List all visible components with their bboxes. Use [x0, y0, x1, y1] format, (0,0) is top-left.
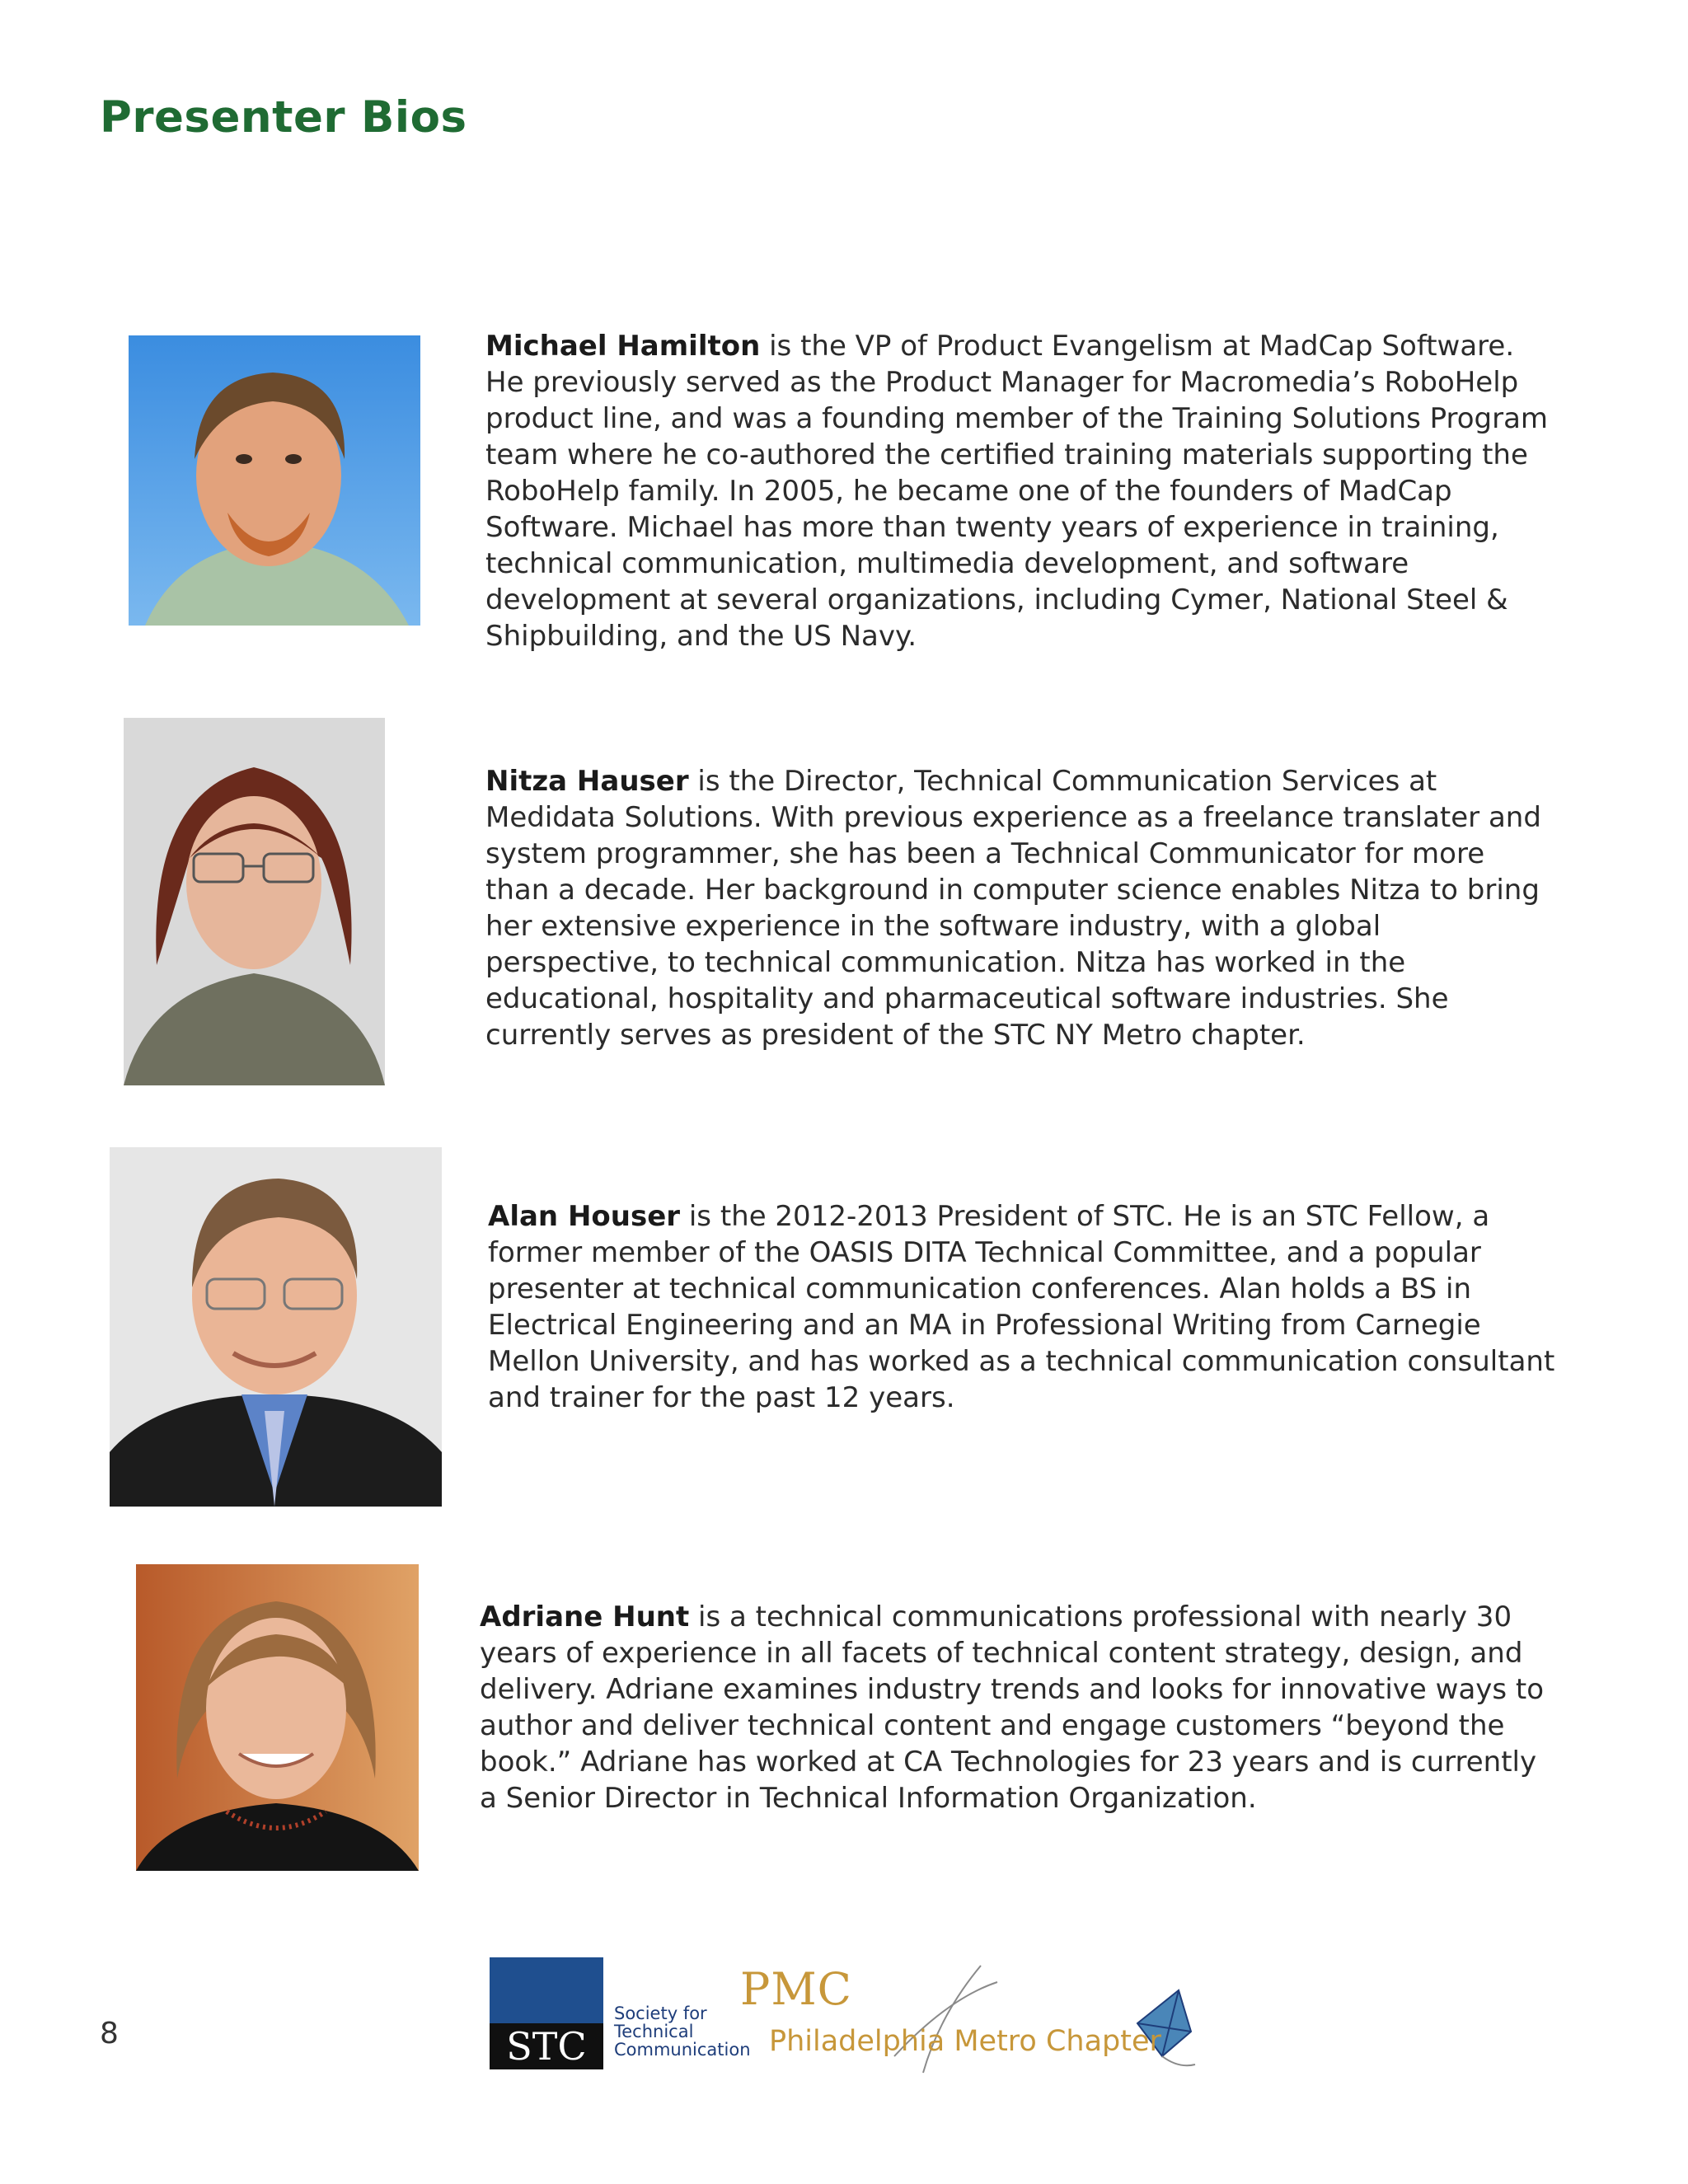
photo-michael-hamilton: [129, 335, 420, 626]
presenter-bio-text: is the 2012-2013 President of STC. He is an STC Fellow, a former member of the OASIS DITA Technical Committee, and a popular presenter at technical communication conferences. Alan holds a BS in Electrical Engineering and an MA in Professional Writing from Carnegie Mellon University, and has worked as a technical communication consultant and trainer for the past 12 years.: [488, 1200, 1555, 1414]
pmc-tagline: Philadelphia Metro Chapter: [769, 2025, 1161, 2058]
presenter-bio-text: is the VP of Product Evangelism at MadCap Software. He previously served as the Product Manager for Macromedia’s RoboHelp product line, and was a founding member of the Training Solutions Program team where he co-authored the certified training materials supporting the RoboHelp family. In 2005, he became one of the founders of MadCap Software. Michael has more than twenty years of experience in training, technical communication, multimedia development, and software development at several organizations, including Cymer, National Steel & Shipbuilding, and the US Navy.: [485, 330, 1549, 653]
presenter-name: Nitza Hauser: [485, 765, 689, 798]
presenter-name: Michael Hamilton: [485, 330, 761, 363]
bio-michael-hamilton: [485, 328, 1557, 654]
photo-alan-houser: [110, 1147, 442, 1507]
pmc-logo-text: PMC: [740, 1963, 852, 2015]
stc-logo-text: STC: [506, 2024, 587, 2069]
stc-tagline-line: Communication: [614, 2040, 751, 2060]
bio-nitza-hauser: [485, 763, 1557, 1053]
stc-tagline-line: Society for: [614, 2004, 707, 2023]
bio-alan-houser: [488, 1198, 1559, 1416]
photo-nitza-hauser: [124, 718, 385, 1085]
presenter-name: Adriane Hunt: [480, 1601, 690, 1633]
presenter-bio-text: is the Director, Technical Communication Services at Medidata Solutions. With previous experience as a freelance translater and system programmer, she has been a Technical Communicator for more than a decade. Her background in computer science enables Nitza to bring her extensive experience in the software industry, with a global perspective, to technical communication. Nitza has worked in the educational, hospitality and pharmaceutical software industries. She currently serves as president of the STC NY Metro chapter.: [485, 765, 1541, 1052]
stc-tagline-line: Technical: [614, 2022, 694, 2041]
presenter-name: Alan Houser: [488, 1200, 681, 1233]
bio-adriane-hunt: [480, 1599, 1551, 1816]
page-number: 8: [100, 2017, 119, 2050]
page-title: Presenter Bios: [100, 92, 467, 143]
presenter-bio-text: is a technical communications professional with nearly 30 years of experience in all facets of technical content strategy, design, and delivery. Adriane examines industry trends and looks for innovative ways to author and deliver technical content and engage customers “beyond the book.” Adriane has worked at CA Technologies for 23 years and is currently a Senior Director in Technical Information Organization.: [480, 1601, 1545, 1815]
stc-logo: [490, 1957, 603, 2069]
photo-adriane-hunt: [136, 1564, 419, 1871]
